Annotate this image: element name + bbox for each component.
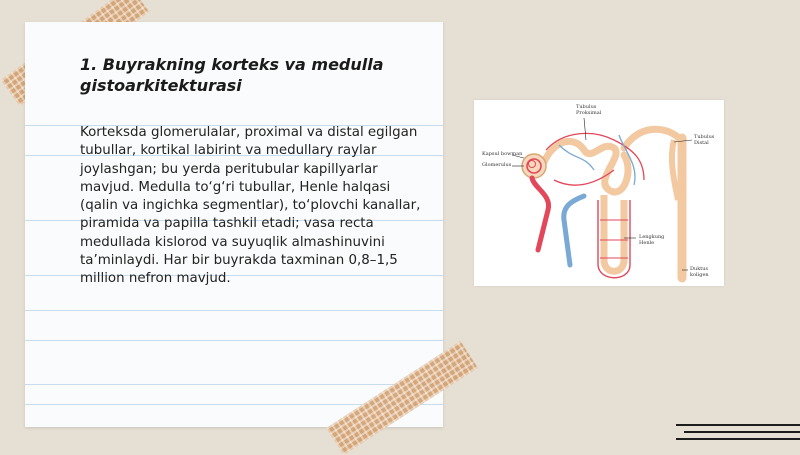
paper-rule xyxy=(25,310,443,311)
paper-rule xyxy=(25,340,443,341)
label-glomerulus: Glomerulus xyxy=(482,162,512,168)
nephron-diagram xyxy=(474,100,724,286)
label-kapsul-bowman: Kapsul bowman xyxy=(482,151,523,157)
label-tubulus-proximalis: Tubulus Proksimal xyxy=(576,104,602,116)
label-lengkung-henle: Lengkung Henle xyxy=(639,234,665,246)
nephron-illustration xyxy=(474,100,724,286)
bowman-capsule xyxy=(522,154,546,178)
slide-title: 1. Buyrakning korteks va medulla gistoarkitekturasi xyxy=(80,55,384,95)
paper-rule xyxy=(25,384,443,385)
decorative-line xyxy=(676,424,800,426)
label-tubulus-distalis: Tubulus Distal xyxy=(694,134,715,146)
decorative-line xyxy=(676,438,800,440)
slide-body-text: Korteksda glomerulalar, proximal va distal egilgan tubullar, kortikal labirint va medullary raylar joylashgan; bu yerda peritubular kapillyarlar mavjud. Medulla to‘g‘ri tubullar, Henle halqasi (qalin va ingichka segmentlar), to‘plovchi kanallar, piramida va papilla tashkil etadi; vasa recta medullada kislorod va suyuqlik almashinuvini ta’minlaydi. Har bir buyrakda taxminan 0,8–1,5 million nefron mavjud. xyxy=(80,125,421,287)
decorative-line xyxy=(684,431,800,433)
afferent-artery xyxy=(532,178,549,250)
label-duktus-koligen: Duktus koligen xyxy=(690,266,709,278)
renal-vein xyxy=(564,196,584,265)
loop-of-henle xyxy=(604,195,624,271)
